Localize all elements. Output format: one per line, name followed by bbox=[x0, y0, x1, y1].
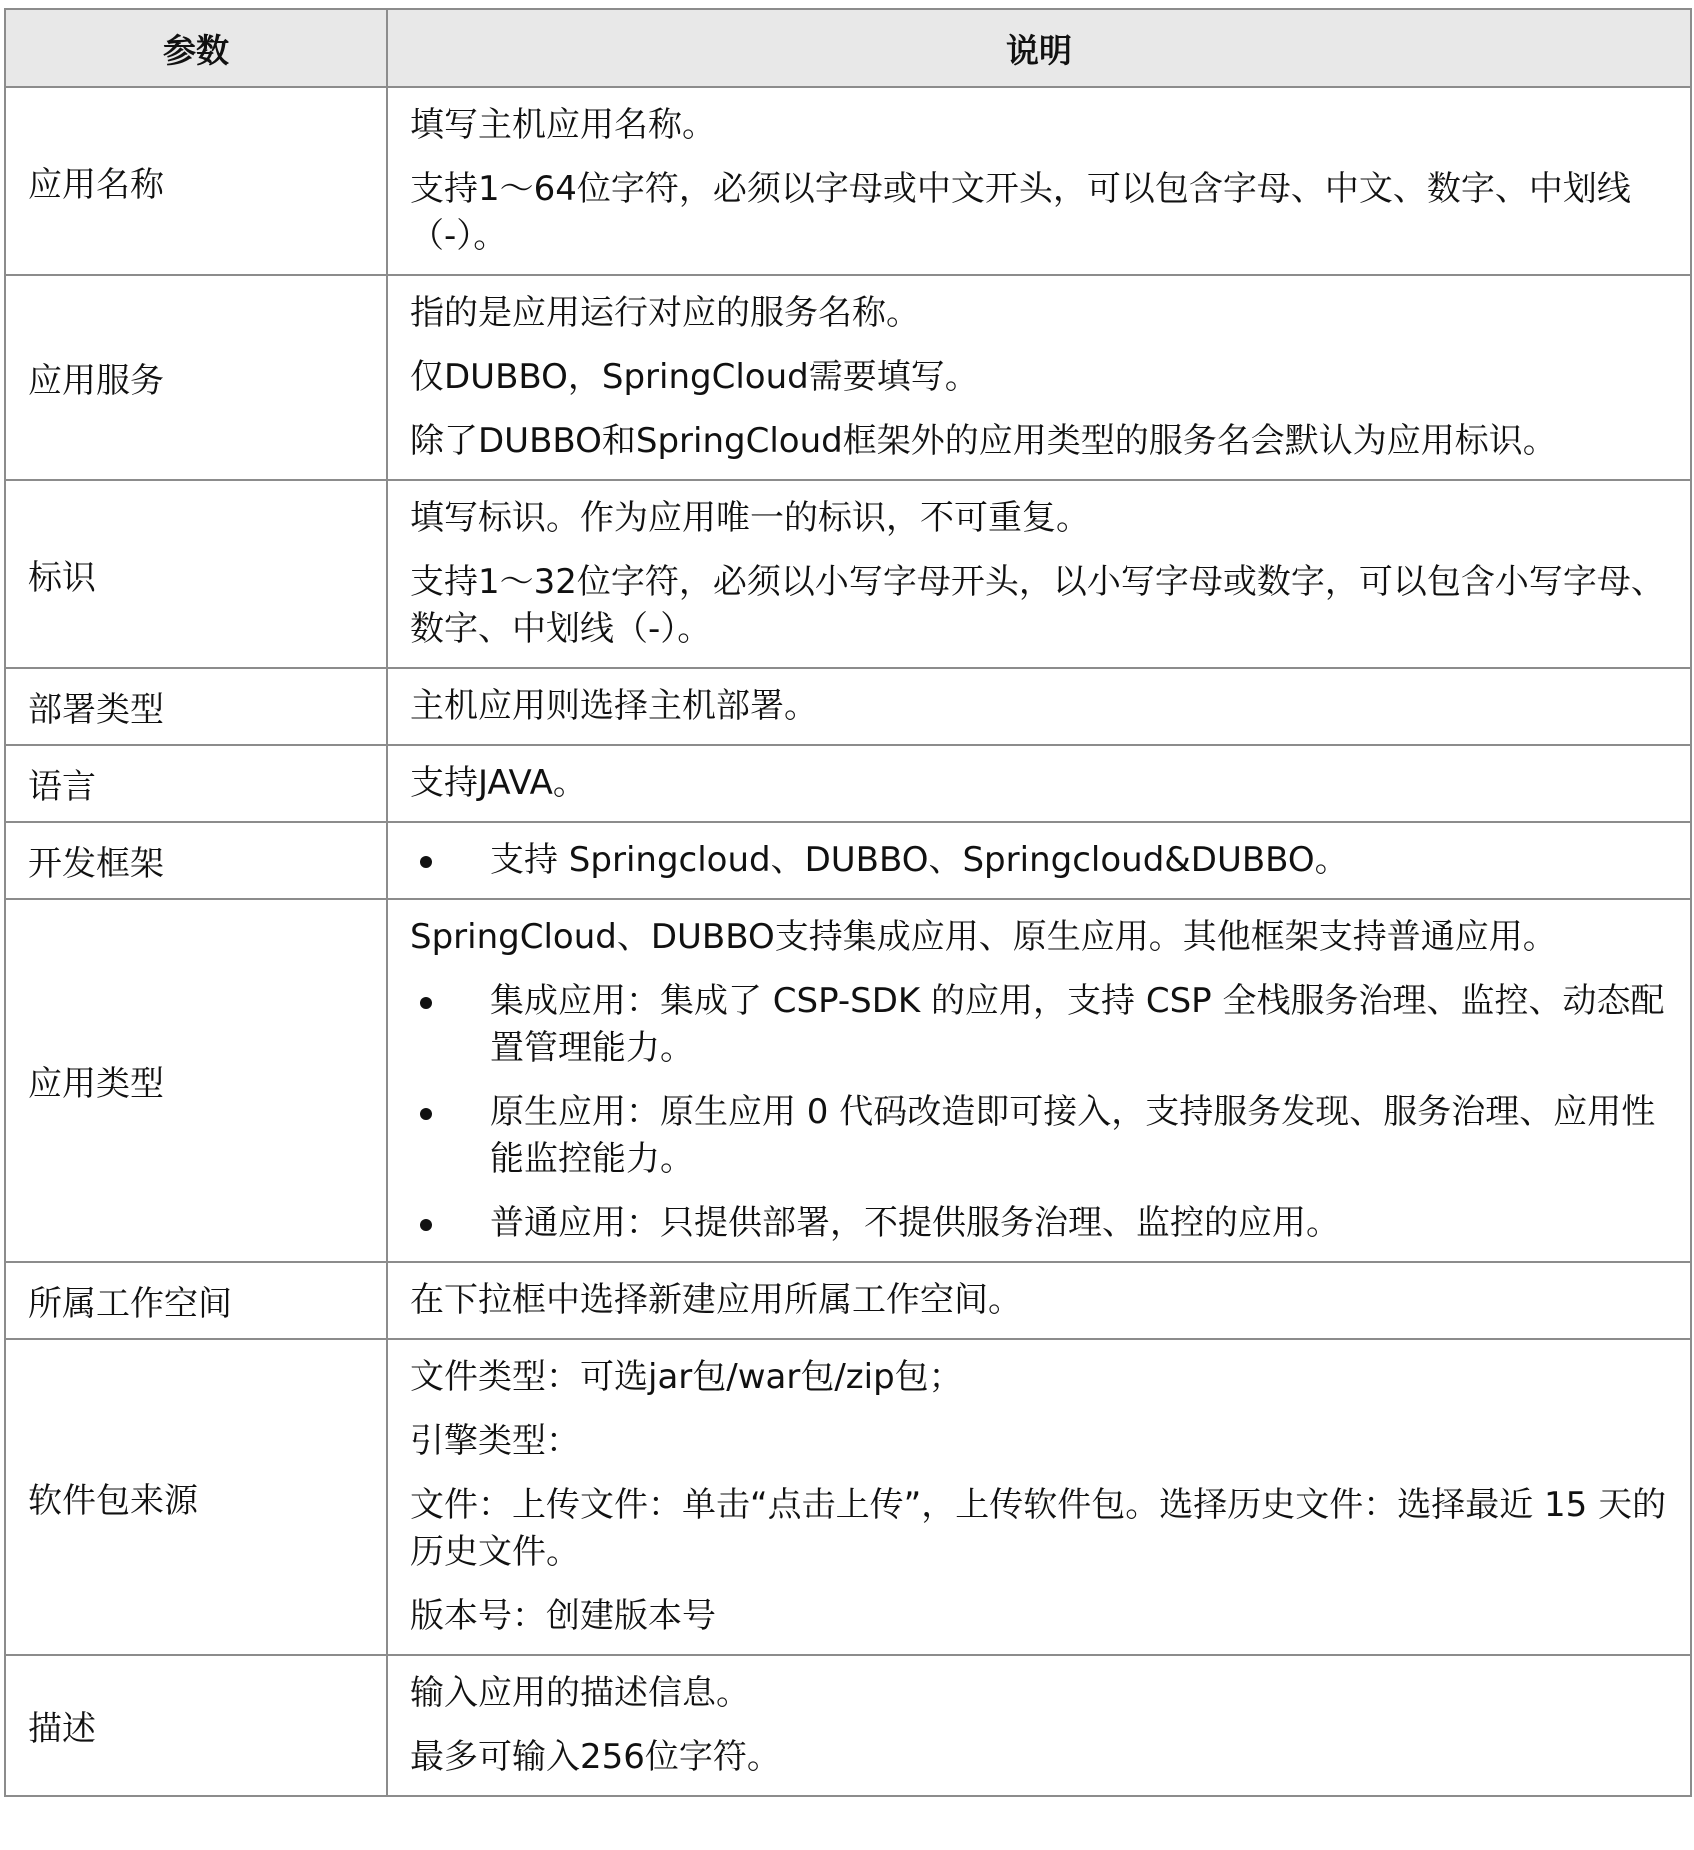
desc-line: 文件类型：可选jar包/war包/zip包； bbox=[410, 1357, 963, 1397]
desc-cell bbox=[387, 275, 1691, 480]
desc-cell bbox=[387, 899, 1691, 1262]
bullet-dot-icon bbox=[420, 1108, 432, 1120]
table-row bbox=[5, 480, 1691, 668]
desc-line: 主机应用则选择主机部署。 bbox=[410, 686, 818, 726]
bullet-text: 集成应用：集成了 CSP-SDK 的应用，支持 CSP 全栈服务治理、监控、动态配置管理能力。 bbox=[490, 981, 1665, 1068]
param-cell: 应用类型 bbox=[5, 899, 387, 1262]
bullet-item bbox=[410, 1200, 1670, 1247]
desc-line: SpringCloud、DUBBO支持集成应用、原生应用。其他框架支持普通应用。 bbox=[410, 917, 1557, 957]
desc-line: 支持1～32位字符，必须以小写字母开头，以小写字母或数字，可以包含小写字母、数字、中划线（-）。 bbox=[410, 562, 1665, 649]
table-row bbox=[5, 275, 1691, 480]
desc-cell bbox=[387, 668, 1691, 745]
bullet-item bbox=[410, 837, 1670, 884]
bullet-item bbox=[410, 1089, 1670, 1183]
table-row bbox=[5, 745, 1691, 822]
desc-line: 最多可输入256位字符。 bbox=[410, 1737, 781, 1777]
table-row bbox=[5, 1262, 1691, 1339]
bullet-item bbox=[410, 978, 1670, 1072]
bullet-dot-icon bbox=[420, 1219, 432, 1231]
desc-cell bbox=[387, 87, 1691, 275]
param-cell: 应用服务 bbox=[5, 275, 387, 480]
bullet-text: 原生应用：原生应用 0 代码改造即可接入，支持服务发现、服务治理、应用性能监控能力。 bbox=[490, 1092, 1656, 1179]
param-cell: 描述 bbox=[5, 1655, 387, 1796]
header-desc: 说明 bbox=[387, 9, 1691, 87]
bullet-list bbox=[410, 978, 1670, 1247]
table-row bbox=[5, 1655, 1691, 1796]
header-param: 参数 bbox=[5, 9, 387, 87]
parameter-table-container bbox=[4, 8, 1690, 1797]
param-cell: 应用名称 bbox=[5, 87, 387, 275]
parameter-table bbox=[4, 8, 1692, 1797]
desc-cell bbox=[387, 1339, 1691, 1655]
desc-cell bbox=[387, 822, 1691, 899]
table-row bbox=[5, 822, 1691, 899]
desc-line: 除了DUBBO和SpringCloud框架外的应用类型的服务名会默认为应用标识。 bbox=[410, 421, 1557, 461]
table-row bbox=[5, 899, 1691, 1262]
param-cell: 标识 bbox=[5, 480, 387, 668]
desc-line: 输入应用的描述信息。 bbox=[410, 1673, 750, 1713]
desc-line: 文件：上传文件：单击“点击上传”，上传软件包。选择历史文件：选择最近 15 天的历史文件。 bbox=[410, 1485, 1667, 1572]
desc-cell bbox=[387, 745, 1691, 822]
desc-cell bbox=[387, 480, 1691, 668]
desc-line: 在下拉框中选择新建应用所属工作空间。 bbox=[410, 1280, 1022, 1320]
bullet-dot-icon bbox=[420, 997, 432, 1009]
desc-cell bbox=[387, 1655, 1691, 1796]
desc-line: 支持JAVA。 bbox=[410, 763, 587, 803]
table-row bbox=[5, 1339, 1691, 1655]
desc-line: 版本号：创建版本号 bbox=[410, 1596, 716, 1636]
param-cell: 开发框架 bbox=[5, 822, 387, 899]
bullet-text: 支持 Springcloud、DUBBO、Springcloud&DUBBO。 bbox=[490, 840, 1349, 880]
bullet-list bbox=[410, 837, 1670, 884]
param-cell: 软件包来源 bbox=[5, 1339, 387, 1655]
param-cell: 所属工作空间 bbox=[5, 1262, 387, 1339]
table-row bbox=[5, 668, 1691, 745]
desc-line: 引擎类型： bbox=[410, 1421, 580, 1461]
table-row bbox=[5, 87, 1691, 275]
desc-line: 填写标识。作为应用唯一的标识，不可重复。 bbox=[410, 498, 1090, 538]
bullet-dot-icon bbox=[420, 856, 432, 868]
desc-line: 填写主机应用名称。 bbox=[410, 105, 716, 145]
bullet-text: 普通应用：只提供部署，不提供服务治理、监控的应用。 bbox=[490, 1203, 1340, 1243]
param-cell: 语言 bbox=[5, 745, 387, 822]
desc-line: 仅DUBBO，SpringCloud需要填写。 bbox=[410, 357, 979, 397]
table-header-row bbox=[5, 9, 1691, 87]
desc-line: 支持1～64位字符，必须以字母或中文开头，可以包含字母、中文、数字、中划线（-）。 bbox=[410, 169, 1631, 256]
desc-cell bbox=[387, 1262, 1691, 1339]
desc-line: 指的是应用运行对应的服务名称。 bbox=[410, 293, 920, 333]
param-cell: 部署类型 bbox=[5, 668, 387, 745]
